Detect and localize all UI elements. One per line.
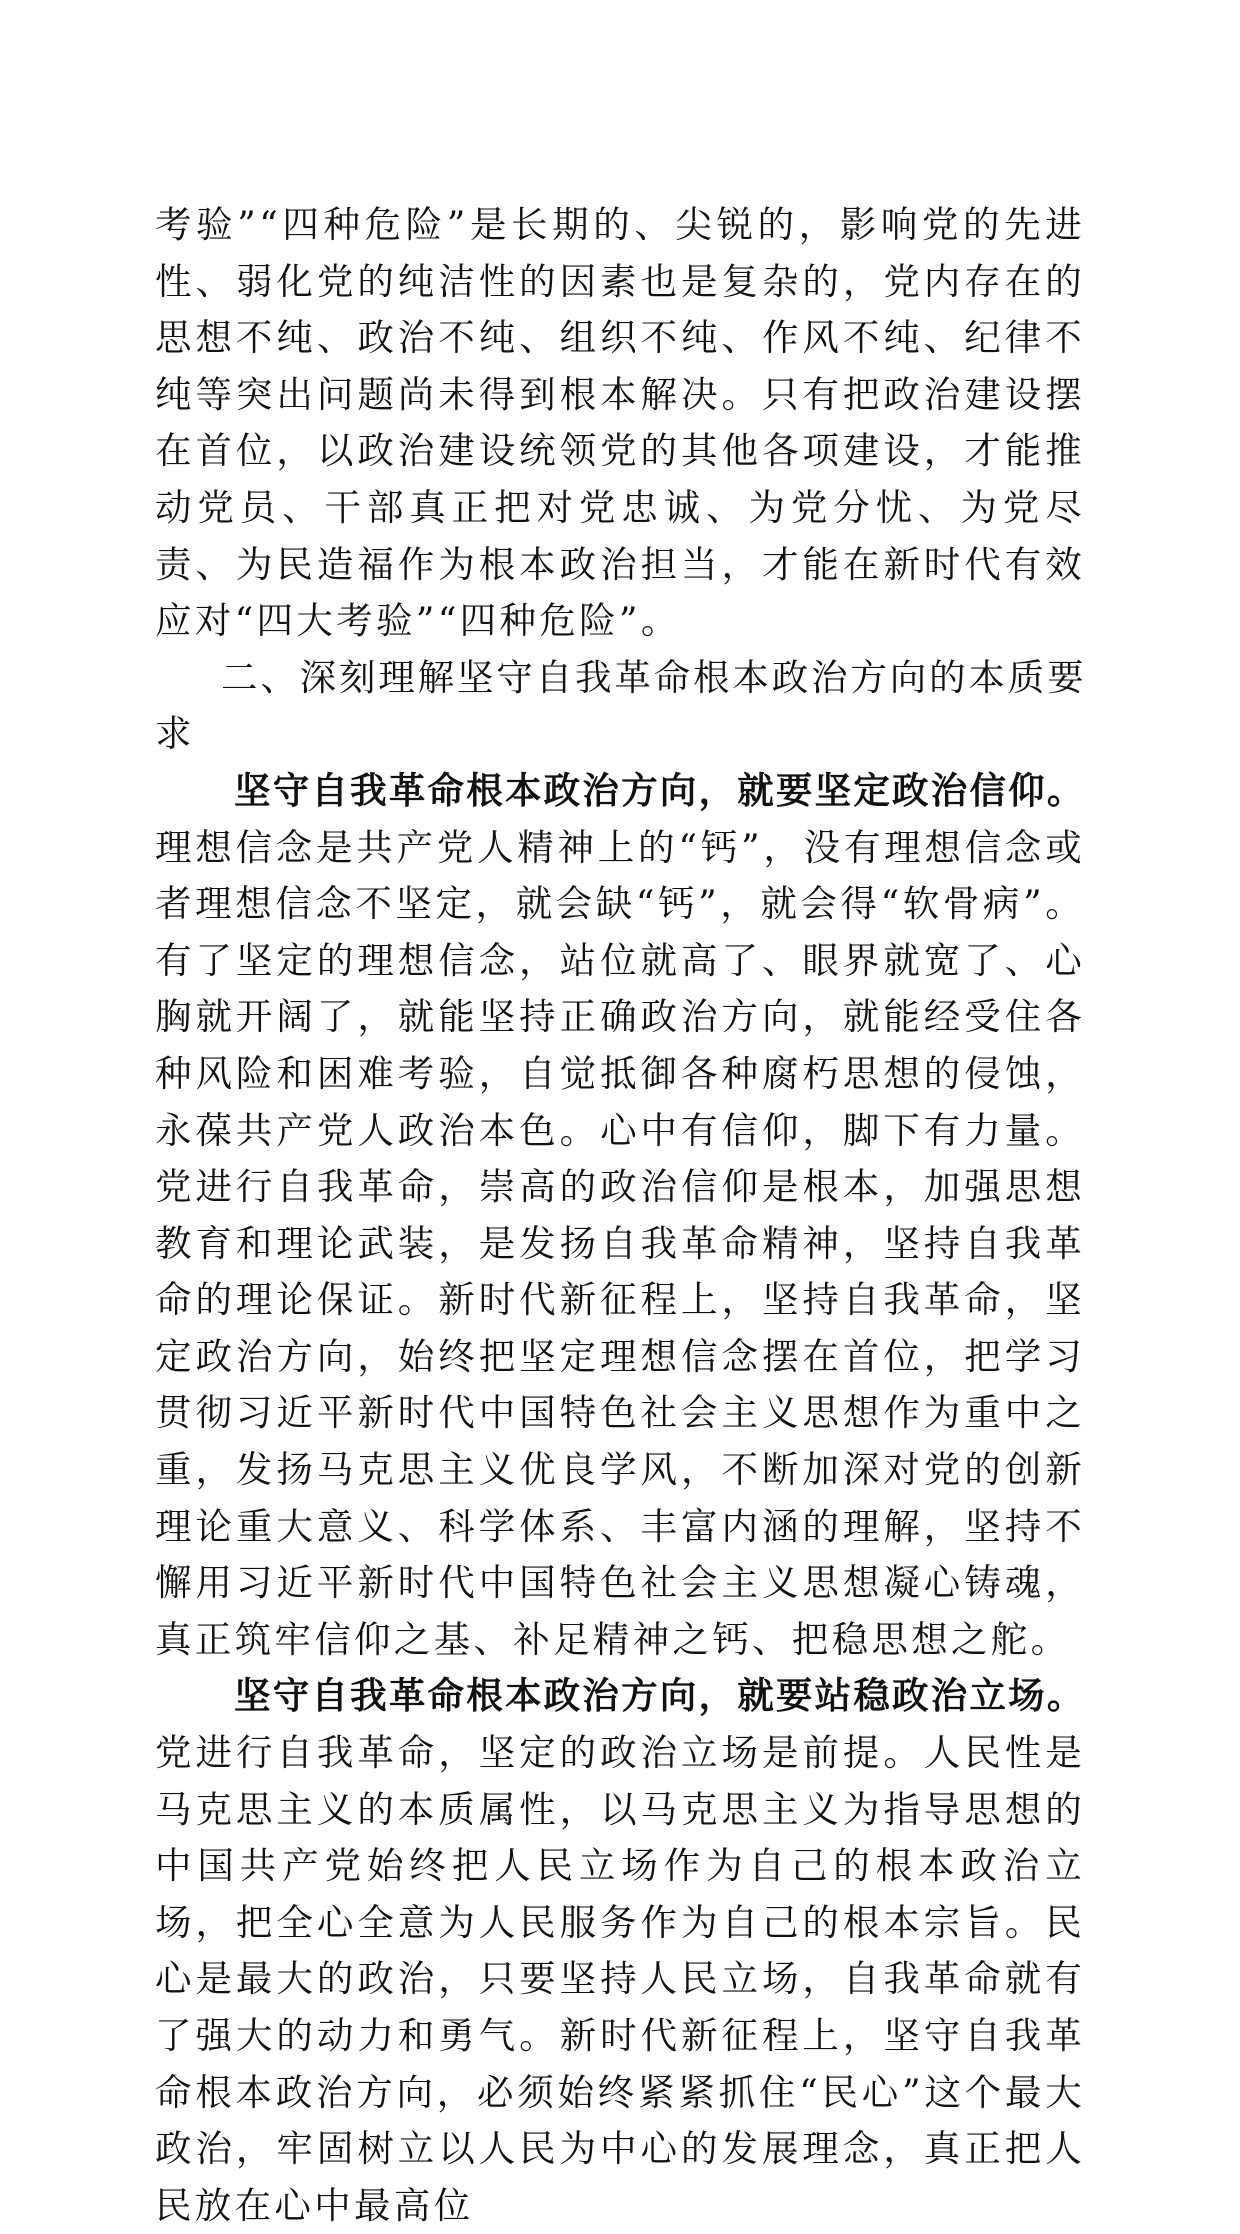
paragraph-continuation: 考验”“四种危险”是长期的、尖锐的，影响党的先进性、弱化党的纯洁性的因素也是复杂的，党内存在的思想不纯、政治不纯、组织不纯、作风不纯、纪律不纯等突出问题尚未得到根本解决。只有把政治建设摆在首位，以政治建设统领党的其他各项建设，才能推动党员、干部真正把对党忠诚、为党分忧、为党尽责、为民造福作为根本政治担当，才能在新时代有效应对“四大考验”“四种危险”。 xyxy=(155,203,1085,643)
paragraph-lead-sentence: 坚守自我革命根本政治方向，就要坚定政治信仰。 xyxy=(234,768,1085,812)
document-body xyxy=(155,197,1085,2234)
paragraph-body-text: 理想信念是共产党人精神上的“钙”，没有理想信念或者理想信念不坚定，就会缺“钙”，就会得“软骨病”。有了坚定的理想信念，站位就高了、眼界就宽了、心胸就开阔了，就能坚持正确政治方向，就能经受住各种风险和困难考验，自觉抵御各种腐朽思想的侵蚀，永葆共产党人政治本色。心中有信仰，脚下有力量。党进行自我革命，崇高的政治信仰是根本，加强思想教育和理论武装，是发扬自我革命精神，坚持自我革命的理论保证。新时代新征程上，坚持自我革命，坚定政治方向，始终把坚定理想信念摆在首位，把学习贯彻习近平新时代中国特色社会主义思想作为重中之重，发扬马克思主义优良学风，不断加深对党的创新理论重大意义、科学体系、丰富内涵的理解，坚持不懈用习近平新时代中国特色社会主义思想凝心铸魂，真正筑牢信仰之基、补足精神之钙、把稳思想之舵。 xyxy=(155,825,1085,1661)
paragraph-political-stance xyxy=(155,1668,1085,2234)
paragraph-lead-sentence: 坚守自我革命根本政治方向，就要站稳政治立场。 xyxy=(234,1674,1085,1718)
paragraph-political-belief xyxy=(155,763,1085,1669)
section-heading: 二、深刻理解坚守自我革命根本政治方向的本质要求 xyxy=(155,655,1085,756)
paragraph-body-text: 党进行自我革命，坚定的政治立场是前提。人民性是马克思主义的本质属性，以马克思主义为指导思想的中国共产党始终把人民立场作为自己的根本政治立场，把全心全意为人民服务作为自己的根本宗旨。民心是最大的政治，只要坚持人民立场，自我革命就有了强大的动力和勇气。新时代新征程上，坚守自我革命根本政治方向，必须始终紧紧抓住“民心”这个最大政治，牢固树立以人民为中心的发展理念，真正把人民放在心中最高位 xyxy=(155,1731,1085,2227)
